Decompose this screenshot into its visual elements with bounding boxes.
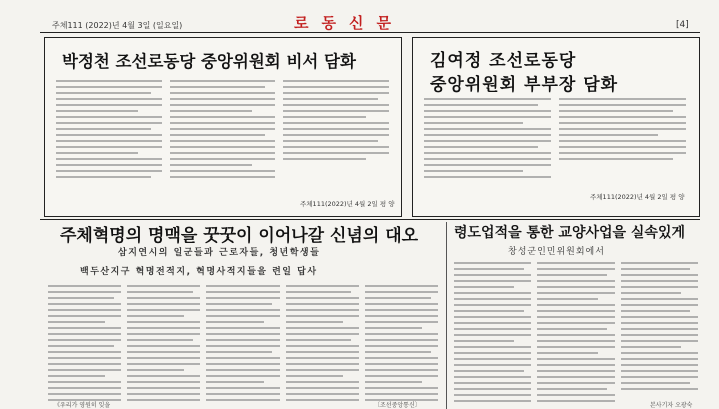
article-3-headline: 주체혁명의 명맥을 꿋꿋이 이어나갈 신념의 대오 (60, 226, 419, 246)
article-1-byline: 주체111(2022)년 4월 2일 평 양 (300, 200, 395, 208)
article-3-subhead-2: 백두산지구 혁명전적지, 혁명사적지들을 련일 답사 (80, 267, 318, 277)
article-2-byline: 주체111(2022)년 4월 2일 평 양 (590, 193, 685, 201)
section-rule (40, 219, 700, 220)
article-3-caption-right: 〔조선중앙통신〕 (374, 402, 421, 409)
article-4-byline: 본사기자 오광숙 (650, 402, 693, 409)
article-1-body (56, 80, 389, 182)
article-4-subhead: 창성군인민위원회에서 (508, 247, 605, 257)
article-1-headline: 박정천 조선로동당 중앙위원회 비서 담화 (62, 52, 356, 71)
article-3-caption-left: 《우리가 영원히 잊을 (54, 402, 111, 409)
masthead-rule (40, 32, 700, 33)
article-3-body (48, 285, 438, 405)
article-2-body (424, 98, 686, 182)
page-number: [4] (676, 20, 689, 30)
article-2-headline-line1: 김여정 조선로동당 (430, 51, 577, 71)
article-3-subhead-1: 삼지연시의 일군들과 근로자들, 청년학생들 (118, 248, 321, 258)
column-divider (446, 222, 447, 409)
article-4-headline: 령도업적을 통한 교양사업을 실속있게 (454, 225, 686, 241)
article-2-headline-line2: 중앙위원회 부부장 담화 (430, 75, 619, 95)
article-4-body (454, 262, 698, 406)
newspaper-title: 로동신문 (294, 14, 404, 32)
issue-date: 주체111 (2022)년 4월 3일 (일요일) (52, 21, 183, 30)
